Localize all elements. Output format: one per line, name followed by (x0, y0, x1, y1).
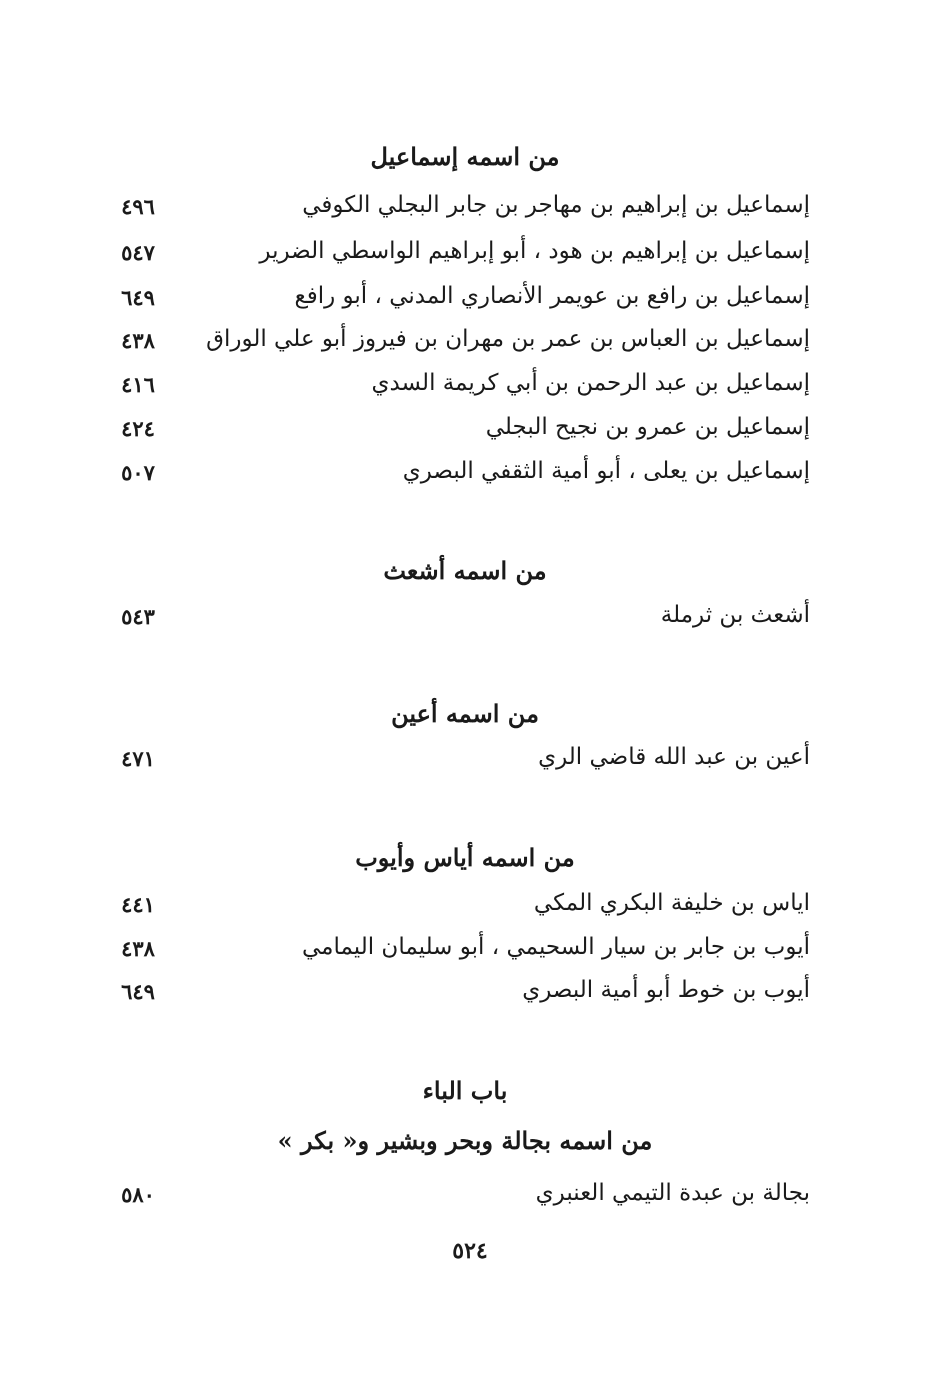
entry-page-number: ٤٣٨ (121, 936, 155, 961)
entry-name: أيوب بن خوط أبو أمية البصري (522, 977, 810, 1003)
section-heading: من اسمه أياس وأيوب (355, 843, 575, 872)
entry-name: أيوب بن جابر بن سيار السحيمي ، أبو سليمان اليمامي (301, 934, 810, 960)
entry-page-number: ٤٣٨ (121, 328, 155, 353)
index-entry (110, 370, 810, 410)
entry-page-number: ٤٤١ (121, 892, 155, 917)
section-heading: من اسمه بجالة وبحر وبشير و« بكر » (277, 1126, 653, 1155)
entry-page-number: ٤٢٤ (121, 416, 155, 441)
entry-name: إسماعيل بن العباس بن عمر بن مهران بن فيروز أبو علي الوراق (206, 326, 810, 352)
index-entry (110, 414, 810, 454)
index-entry (110, 977, 810, 1017)
entry-page-number: ٥٠٧ (121, 460, 155, 485)
index-entry (110, 283, 810, 323)
entry-name: بجالة بن عبدة التيمي العنبري (535, 1180, 810, 1206)
entry-page-number: ٥٨٠ (121, 1182, 155, 1207)
index-entry (110, 602, 810, 642)
entry-page-number: ٥٤٣ (121, 604, 155, 629)
section-heading: من اسمه أشعث (383, 556, 547, 585)
entry-name: أعين بن عبد الله قاضي الري (538, 744, 810, 770)
section-heading: من اسمه إسماعيل (370, 142, 560, 171)
entry-page-number: ٥٤٧ (121, 240, 155, 265)
entry-name: إسماعيل بن إبراهيم بن مهاجر بن جابر البجلي الكوفي (302, 192, 810, 218)
index-entry (110, 238, 810, 278)
index-entry (110, 744, 810, 784)
entry-name: إسماعيل بن رافع بن عويمر الأنصاري المدني ، أبو رافع (294, 283, 810, 309)
page-number: ٥٢٤ (452, 1238, 488, 1264)
entry-page-number: ٤١٦ (121, 372, 155, 397)
index-entry (110, 326, 810, 366)
index-entry (110, 458, 810, 498)
entry-name: أشعث بن ثرملة (660, 602, 810, 628)
entry-page-number: ٤٧١ (121, 746, 155, 771)
entry-page-number: ٤٩٦ (121, 194, 155, 219)
entry-page-number: ٦٤٩ (121, 979, 155, 1004)
chapter-heading: باب الباء (422, 1076, 508, 1105)
index-entry (110, 192, 810, 232)
entry-name: إسماعيل بن عمرو بن نجيح البجلي (485, 414, 810, 440)
section-heading: من اسمه أعين (391, 699, 539, 728)
entry-page-number: ٦٤٩ (121, 285, 155, 310)
index-entry (110, 1180, 810, 1220)
entry-name: إسماعيل بن إبراهيم بن هود ، أبو إبراهيم الواسطي الضرير (259, 238, 810, 264)
index-entry (110, 890, 810, 930)
entry-name: إسماعيل بن يعلى ، أبو أمية الثقفي البصري (402, 458, 810, 484)
entry-name: اياس بن خليفة البكري المكي (533, 890, 810, 916)
index-entry (110, 934, 810, 974)
entry-name: إسماعيل بن عبد الرحمن بن أبي كريمة السدي (371, 370, 810, 396)
